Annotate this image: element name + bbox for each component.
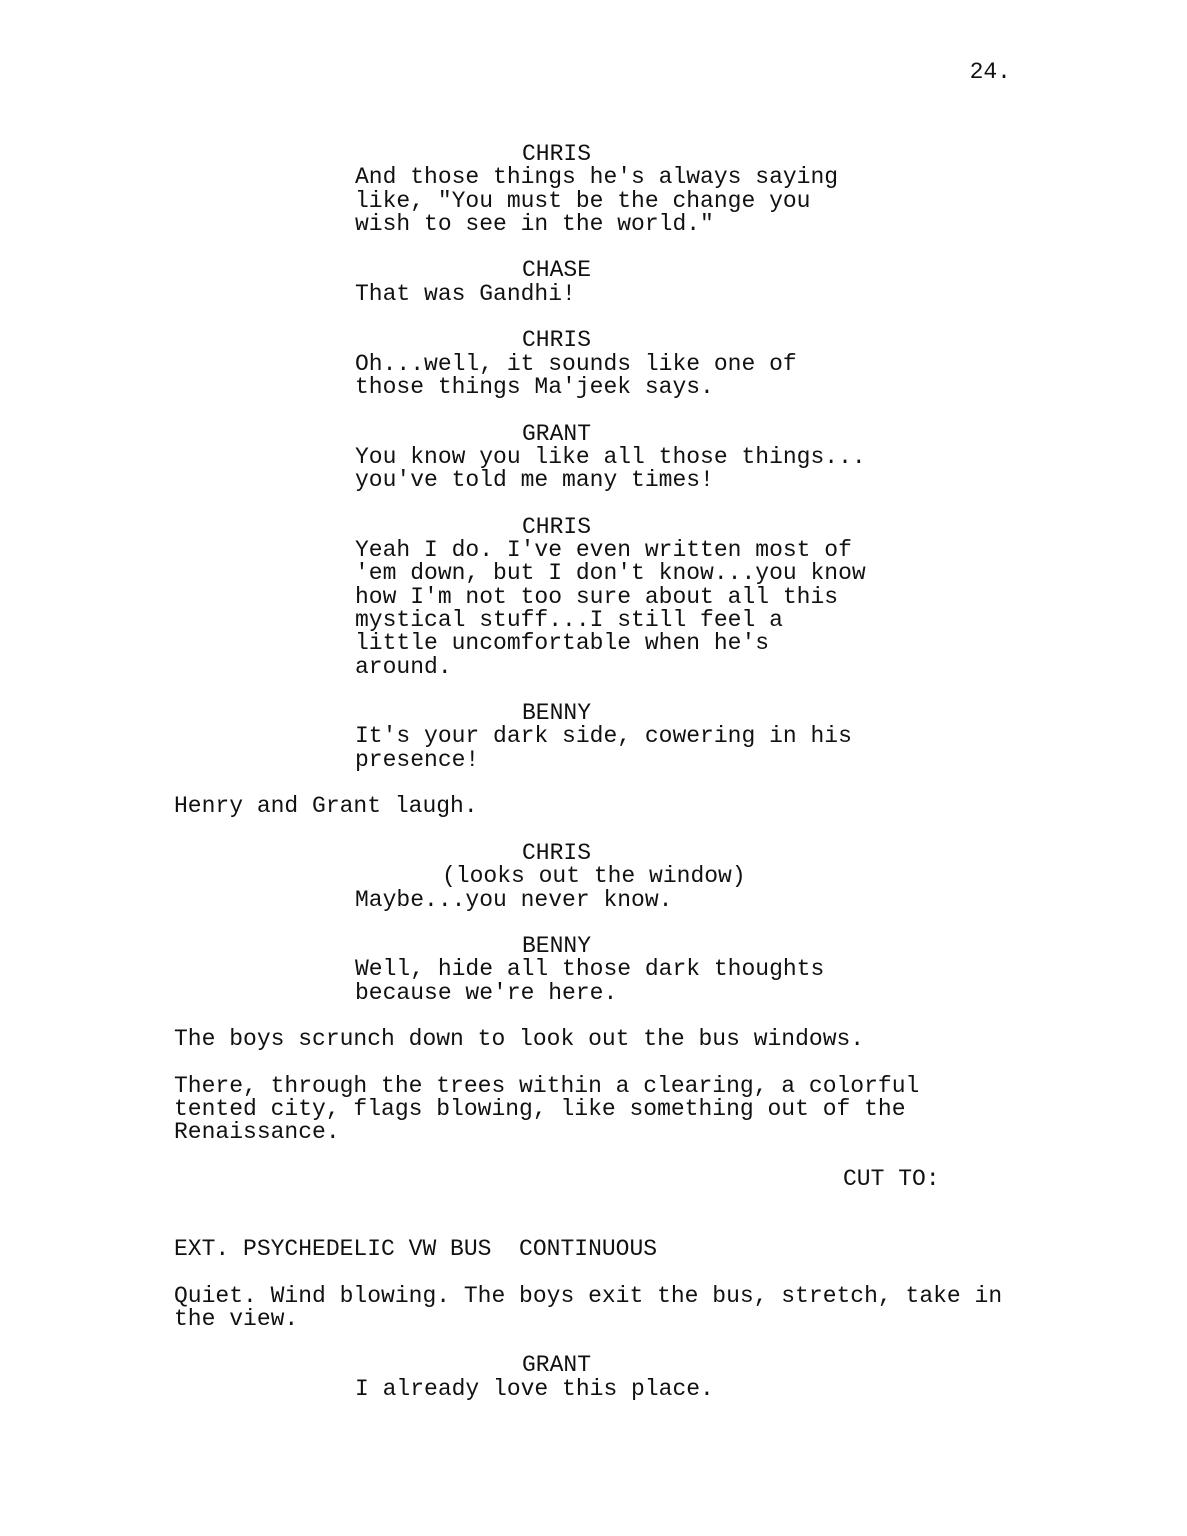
dialogue-line: That was Gandhi! — [355, 280, 576, 307]
scene-heading: EXT. PSYCHEDELIC VW BUS CONTINUOUS — [174, 1235, 658, 1262]
dialogue-line: around. — [355, 653, 452, 680]
action-block — [0, 795, 1187, 818]
character-name: CHRIS — [522, 513, 592, 540]
dialogue-line: like, "You must be the change you — [355, 187, 811, 214]
dialogue-line: Well, hide all those dark thoughts — [355, 956, 825, 983]
action-block — [0, 1072, 1187, 1146]
dialogue-line: little uncomfortable when he's — [355, 630, 770, 657]
action-line: tented city, flags blowing, like something out of the — [174, 1096, 906, 1123]
dialogue-line: You know you like all those things... — [355, 443, 866, 470]
dialogue-block — [0, 839, 1187, 913]
dialogue-line: presence! — [355, 746, 480, 773]
dialogue-line: And those things he's always saying — [355, 164, 839, 191]
dialogue-line: Maybe...you never know. — [355, 886, 673, 913]
dialogue-block — [0, 1354, 1187, 1401]
dialogue-line: those things Ma'jeek says. — [355, 373, 714, 400]
character-name: BENNY — [522, 933, 592, 960]
dialogue-line: wish to see in the world." — [355, 210, 714, 237]
dialogue-line: Yeah I do. I've even written most of — [355, 537, 852, 564]
dialogue-block — [0, 329, 1187, 399]
dialogue-line: you've told me many times! — [355, 467, 714, 494]
action-line: the view. — [174, 1305, 299, 1332]
dialogue-block — [0, 143, 1187, 236]
character-name: BENNY — [522, 700, 592, 727]
action-block — [0, 1028, 1187, 1051]
screenplay-body — [0, 143, 1187, 1401]
dialogue-line: I already love this place. — [355, 1375, 714, 1402]
action-line: Renaissance. — [174, 1119, 340, 1146]
character-name: CHRIS — [522, 839, 592, 866]
action-line: The boys scrunch down to look out the bus windows. — [174, 1026, 865, 1053]
transition: CUT TO: — [843, 1166, 940, 1193]
character-name: CHRIS — [522, 327, 592, 354]
dialogue-line: how I'm not too sure about all this — [355, 583, 839, 610]
character-name: CHRIS — [522, 141, 592, 167]
parenthetical: (looks out the window) — [442, 863, 746, 890]
dialogue-line: 'em down, but I don't know...you know — [355, 560, 866, 587]
dialogue-line: It's your dark side, cowering in his — [355, 723, 852, 750]
dialogue-block — [0, 420, 1187, 494]
action-block — [0, 1282, 1187, 1332]
dialogue-block — [0, 513, 1187, 680]
dialogue-block — [0, 702, 1187, 772]
page-number: 24. — [969, 59, 1011, 85]
dialogue-block — [0, 935, 1187, 1005]
dialogue-line: mystical stuff...I still feel a — [355, 606, 783, 633]
dialogue-block — [0, 259, 1187, 306]
dialogue-line: because we're here. — [355, 979, 618, 1006]
action-line: Henry and Grant laugh. — [174, 793, 478, 820]
action-line: Quiet. Wind blowing. The boys exit the bus, stretch, take in — [174, 1282, 1003, 1309]
character-name: CHASE — [522, 257, 592, 284]
character-name: GRANT — [522, 1352, 592, 1379]
dialogue-line: Oh...well, it sounds like one of — [355, 350, 797, 377]
character-name: GRANT — [522, 420, 592, 447]
action-line: There, through the trees within a clearing, a colorful — [174, 1072, 920, 1099]
